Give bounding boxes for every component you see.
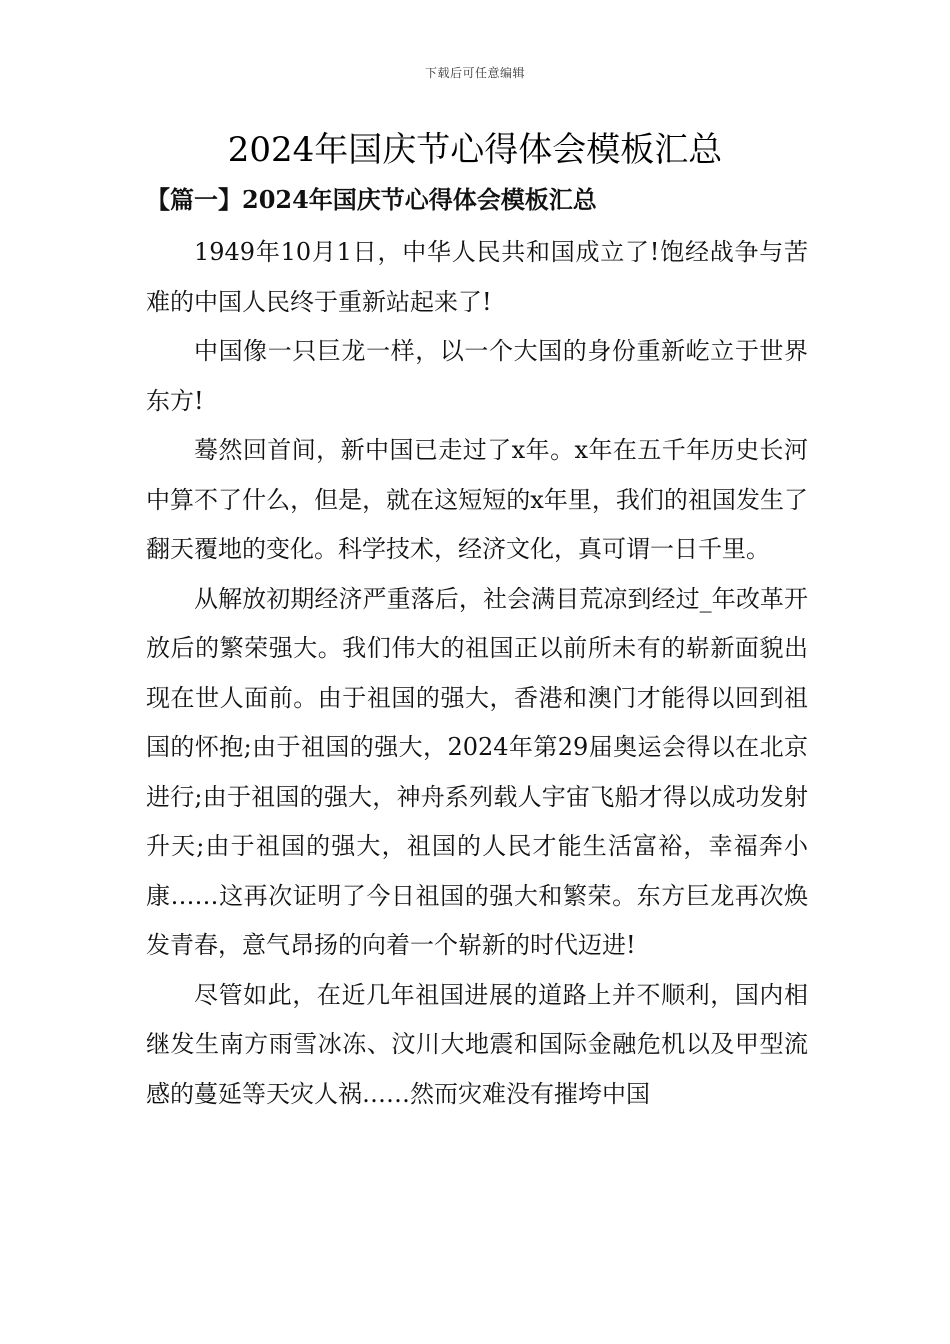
header-note: 下载后可任意编辑 — [424, 66, 525, 80]
paragraph: 尽管如此，在近几年祖国进展的道路上并不顺利，国内相继发生南方雨雪冰冻、汶川大地震和国际金融危机以及甲型流感的蔓延等天灾人祸……然而灾难没有摧垮中国 — [146, 980, 808, 1108]
paragraph: 从解放初期经济严重落后，社会满目荒凉到经过_年改革开放后的繁荣强大。我们伟大的祖国正以前所未有的崭新面貌出现在世人面前。由于祖国的强大，香港和澳门才能得以回到祖国的怀抱;由于祖国的强大，2024年第29届奥运会得以在北京进行;由于祖国的强大，神舟系列载人宇宙飞船才得以成功发射升天;由于祖国的强大，祖国的人民才能生活富裕，幸福奔小康……这再次证明了今日祖国的强大和繁荣。东方巨龙再次焕发青春，意气昂扬的向着一个崭新的时代迈进! — [146, 584, 808, 959]
document-title: 2024年国庆节心得体会模板汇总 — [227, 130, 723, 170]
paragraph: 蓦然回首间，新中国已走过了x年。x年在五千年历史长河中算不了什么，但是，就在这短短的x年里，我们的祖国发生了翻天覆地的变化。科学技术，经济文化，真可谓一日千里。 — [146, 436, 808, 563]
paragraph: 中国像一只巨龙一样，以一个大国的身份重新屹立于世界东方! — [146, 337, 808, 415]
body-text — [146, 228, 808, 1119]
section-heading: 【篇一】2024年国庆节心得体会模板汇总 — [146, 185, 597, 214]
paragraph: 1949年10月1日，中华人民共和国成立了!饱经战争与苦难的中国人民终于重新站起来了! — [146, 238, 808, 316]
